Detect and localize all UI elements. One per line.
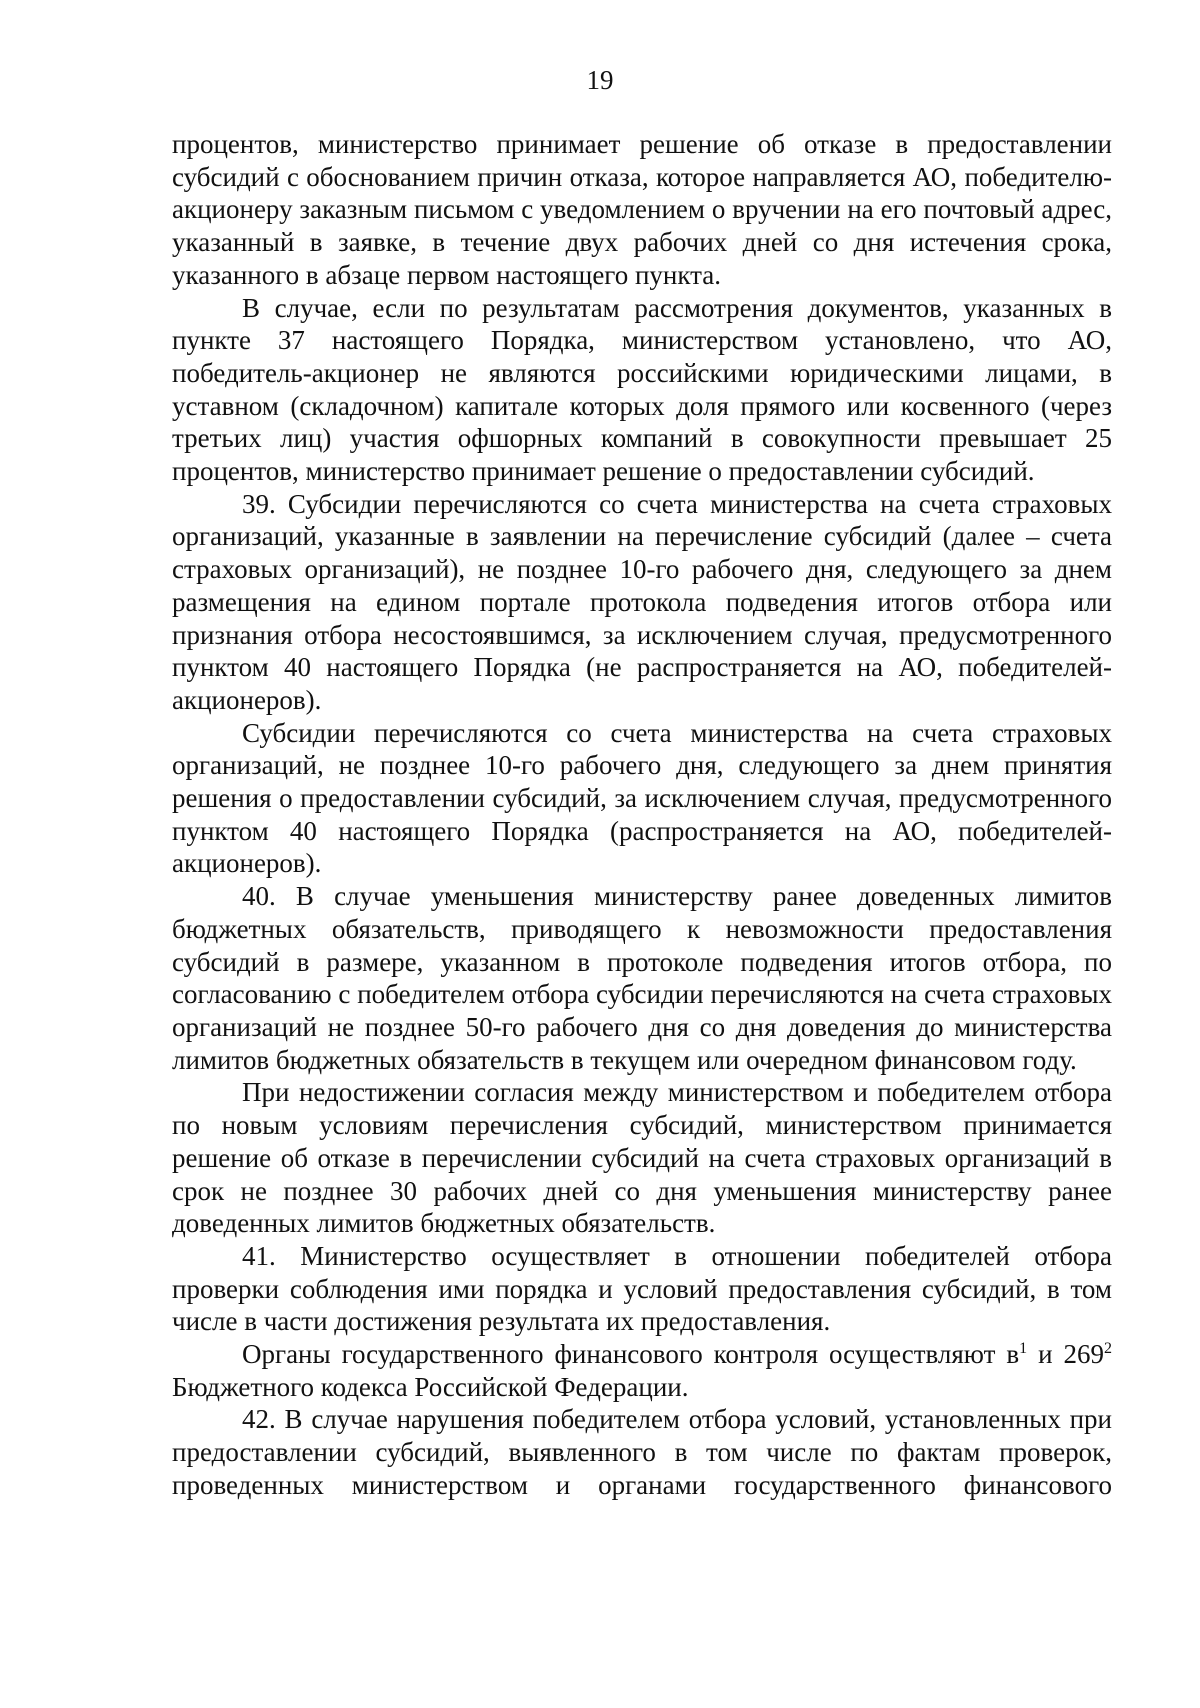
text-line: победителю-акционеру заказным письмом с уведомлением о вручении на его <box>172 161 1113 225</box>
text-line: организаций в срок не позднее 30 рабочих дней со дня уменьшения <box>172 1142 1113 1206</box>
text-line: числе в части достижения результата их предоставления. <box>172 1306 831 1337</box>
paragraph-40 <box>172 880 1112 1076</box>
text-line: принимается решение об отказе в перечислении субсидий на счета страховых <box>172 1110 1113 1173</box>
document-body <box>172 128 1112 1502</box>
paragraph-41-second <box>172 1338 1112 1403</box>
text-line: В случае, если по результатам рассмотрения документов, указанных в <box>242 292 1112 323</box>
text-line: 41. Министерство осуществляет в отношении победителей отбора <box>242 1240 1112 1271</box>
footnote-mark: 1 <box>1019 1340 1028 1358</box>
text-line: процентов, министерство принимает решение об отказе в предоставлении <box>172 129 1112 159</box>
text-line: уставном (складочном) капитале которых доля прямого или косвенного (через <box>172 390 1112 421</box>
text-line: третьих лиц) участия офшорных компаний в совокупности превышает 25 <box>172 423 1112 454</box>
text-line: пункте 37 настоящего Порядка, министерством установлено, что АО, <box>172 325 1112 356</box>
text-line: АО, победителей-акционеров). <box>172 652 1112 715</box>
text-line: 39. Субсидии перечисляются со счета министерства на счета страховых <box>242 488 1112 519</box>
text-line: решения о предоставлении субсидий, за исключением случая, <box>172 783 892 814</box>
text-line: размещения на едином портале протокола подведения итогов отбора или <box>172 586 1112 617</box>
text-line: бюджетных обязательств, приводящего к невозможности предоставления <box>172 913 1112 944</box>
text-line: согласованию с победителем отбора субсидии перечисляются на счета <box>172 979 986 1010</box>
paragraph-offshore-check <box>172 292 1112 488</box>
text-line: Органы государственного финансового контроля осуществляют в <box>242 1339 1020 1370</box>
text-line: проверки соблюдения ими порядка и условий предоставления субсидий, в том <box>172 1273 1112 1304</box>
text-line: субсидий с обоснованием причин отказа, которое направляется АО, <box>172 161 958 192</box>
footnote-mark: 2 <box>1104 1340 1113 1358</box>
paragraph-continuation <box>172 128 1112 292</box>
text-line: предусмотренного пунктом 40 настоящего Порядка (не распространяется на <box>172 619 1113 683</box>
text-line: проведенных министерством и органами государственного финансового <box>172 1469 1112 1500</box>
text-line: При недостижении согласия между министерством и победителем <box>242 1077 1025 1108</box>
text-line: Субсидии перечисляются со счета министерства на счета страховых <box>242 717 1112 748</box>
paragraph-39 <box>172 488 1112 717</box>
text-line: субсидий в размере, указанном в протоколе подведения итогов отбора, по <box>172 946 1112 977</box>
text-line: страховых организаций не позднее 50-го рабочего дня со дня доведения до <box>172 979 1112 1042</box>
text-line: организаций, указанные в заявлении на перечисление субсидий (далее – счета <box>172 521 1112 552</box>
text-line: 269 <box>1063 1339 1105 1370</box>
text-line: страховых организаций), не позднее 10-го рабочего дня, следующего за днем <box>172 554 1112 585</box>
text-line: победитель-акционер не являются российскими юридическими лицами, в <box>172 357 1112 388</box>
text-line: организаций, не позднее 10-го рабочего дня, следующего за днем принятия <box>172 750 1112 781</box>
text-line: министерства лимитов бюджетных обязательств в текущем или очередном <box>172 1011 1112 1075</box>
text-line: при предоставлении субсидий, выявленного в том числе по фактам проверок, <box>172 1404 1113 1468</box>
text-line: 42. В случае нарушения победителем отбора условий, установленных <box>242 1404 1061 1435</box>
text-line: победителей-акционеров). <box>172 815 1112 879</box>
paragraph-42 <box>172 1403 1112 1501</box>
text-line: предусмотренного пунктом 40 настоящего Порядка (распространяется на АО, <box>172 783 1112 846</box>
text-line: Бюджетного кодекса Российской Федерации. <box>172 1371 689 1402</box>
text-line: министерству ранее доведенных лимитов бюджетных обязательств. <box>172 1175 1112 1239</box>
text-line: финансовом году. <box>874 1044 1077 1075</box>
text-line: 40. В случае уменьшения министерству ранее доведенных лимитов <box>242 881 1112 912</box>
text-line: признания отбора несостоявшимся, за исключением случая, <box>172 619 888 650</box>
conjunction: и <box>1038 1339 1053 1370</box>
text-line: истечения срока, указанного в абзаце первом настоящего пункта. <box>172 227 1113 290</box>
text-line: отбора по новым условиям перечисления субсидий, министерством <box>172 1077 1113 1141</box>
paragraph-40-second <box>172 1076 1112 1240</box>
text-line: процентов, министерство принимает решение о предоставлении субсидий. <box>172 456 1035 487</box>
page-number: 19 <box>586 65 614 95</box>
text-line: почтовый адрес, указанный в заявке, в течение двух рабочих дней со дня <box>172 194 1112 258</box>
paragraph-39-second <box>172 717 1112 881</box>
paragraph-41 <box>172 1240 1112 1338</box>
